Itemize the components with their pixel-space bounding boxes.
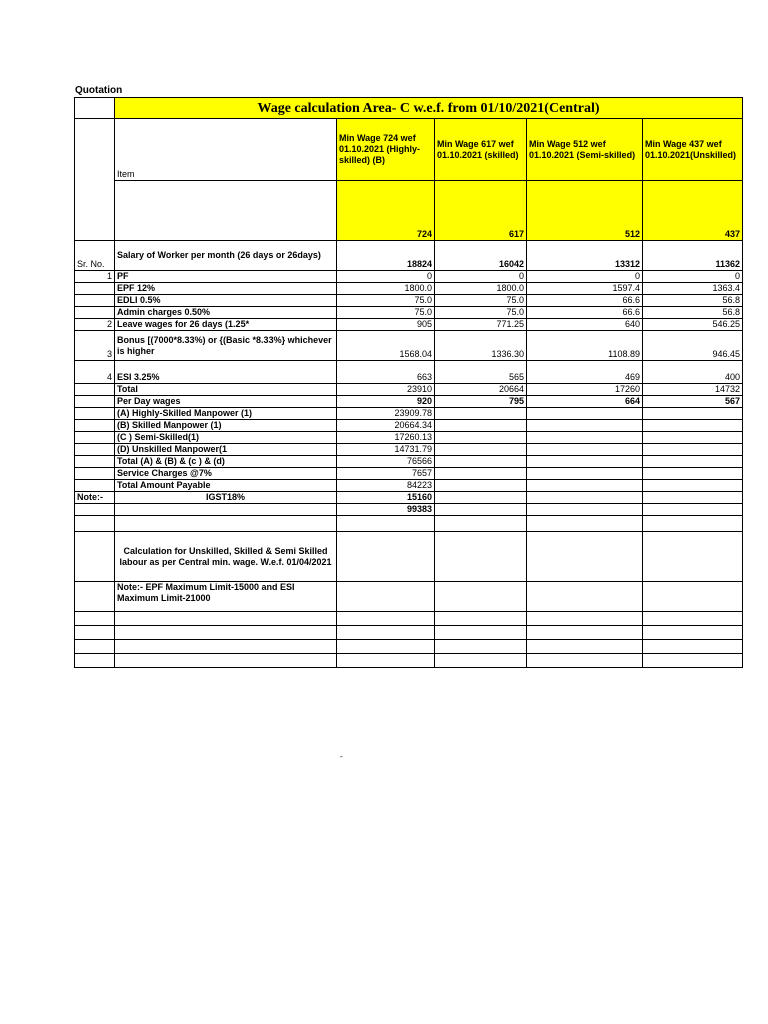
note-label: Note:- bbox=[75, 492, 115, 504]
cell-value: 18824 bbox=[337, 241, 435, 271]
cell-value: 20664.34 bbox=[337, 420, 435, 432]
sr-no: 1 bbox=[75, 271, 115, 283]
cell-value: 76566 bbox=[337, 456, 435, 468]
cell-value: 75.0 bbox=[435, 295, 527, 307]
col-header-semi-skilled: Min Wage 512 wef 01.10.2021 (Semi-skilled) bbox=[527, 119, 643, 181]
cell-value: 17260 bbox=[527, 384, 643, 396]
table-row bbox=[75, 361, 743, 384]
col-header-skilled: Min Wage 617 wef 01.10.2021 (skilled) bbox=[435, 119, 527, 181]
cell-value: 1108.89 bbox=[527, 331, 643, 361]
igst-label: IGST18% bbox=[115, 492, 337, 504]
cell-value: 1800.0 bbox=[337, 283, 435, 295]
row-label: (D) Unskilled Manpower(1 bbox=[115, 444, 337, 456]
cell-value: 946.45 bbox=[643, 331, 743, 361]
cell-value: 905 bbox=[337, 319, 435, 331]
table-row bbox=[75, 532, 743, 582]
sr-no: 2 bbox=[75, 319, 115, 331]
limit-note: Note:- EPF Maximum Limit-15000 and ESI Maximum Limit-21000 bbox=[115, 582, 337, 612]
cell-value: 1568.04 bbox=[337, 331, 435, 361]
cell-value: 1363.4 bbox=[643, 283, 743, 295]
row-label: EDLI 0.5% bbox=[115, 295, 337, 307]
cell-value: 20664 bbox=[435, 384, 527, 396]
row-label: Per Day wages bbox=[115, 396, 337, 408]
cell-value: 546.25 bbox=[643, 319, 743, 331]
quotation-label: Quotation bbox=[75, 85, 123, 96]
cell-value: 14731.79 bbox=[337, 444, 435, 456]
calculation-note: Calculation for Unskilled, Skilled & Semi Skilled labour as per Central min. wage. W.e.f. 01/04/2021 bbox=[115, 532, 337, 582]
table-row bbox=[75, 283, 743, 295]
table-row bbox=[75, 456, 743, 468]
table-row bbox=[75, 480, 743, 492]
rate-skilled: 617 bbox=[435, 181, 527, 241]
table-row bbox=[75, 319, 743, 331]
table-row bbox=[75, 582, 743, 612]
table-title: Wage calculation Area- C w.e.f. from 01/10/2021(Central) bbox=[115, 98, 743, 119]
table-row bbox=[75, 241, 743, 271]
cell-value: 1800.0 bbox=[435, 283, 527, 295]
cell-value: 56.8 bbox=[643, 295, 743, 307]
cell-value: 84223 bbox=[337, 480, 435, 492]
col-header-unskilled: Min Wage 437 wef 01.10.2021(Unskilled) bbox=[643, 119, 743, 181]
cell-value: 75.0 bbox=[337, 307, 435, 319]
row-label: Service Charges @7% bbox=[115, 468, 337, 480]
table-row bbox=[75, 408, 743, 420]
row-label: (B) Skilled Manpower (1) bbox=[115, 420, 337, 432]
cell-value: 23909.78 bbox=[337, 408, 435, 420]
cell-value: 400 bbox=[643, 361, 743, 384]
cell-value: 0 bbox=[643, 271, 743, 283]
table-row bbox=[75, 384, 743, 396]
table-row bbox=[75, 396, 743, 408]
table-row bbox=[75, 307, 743, 319]
cell-value: 795 bbox=[435, 396, 527, 408]
cell-value: 663 bbox=[337, 361, 435, 384]
row-label: Salary of Worker per month (26 days or 26days) bbox=[115, 241, 337, 271]
wage-calculation-table bbox=[74, 97, 743, 668]
cell-value: 0 bbox=[337, 271, 435, 283]
table-row bbox=[75, 444, 743, 456]
cell-value: 1336.30 bbox=[435, 331, 527, 361]
sr-no-header: Sr. No. bbox=[75, 241, 115, 271]
cell-value: 66.6 bbox=[527, 295, 643, 307]
table-row bbox=[75, 271, 743, 283]
cell-value: 7657 bbox=[337, 468, 435, 480]
row-label: Admin charges 0.50% bbox=[115, 307, 337, 319]
sr-no: 4 bbox=[75, 361, 115, 384]
cell-value: 23910 bbox=[337, 384, 435, 396]
table-row bbox=[75, 492, 743, 504]
cell-value: 469 bbox=[527, 361, 643, 384]
rate-semi-skilled: 512 bbox=[527, 181, 643, 241]
cell-value: 16042 bbox=[435, 241, 527, 271]
row-label: Total (A) & (B) & (c ) & (d) bbox=[115, 456, 337, 468]
cell-value: 1597.4 bbox=[527, 283, 643, 295]
row-label: Leave wages for 26 days (1.25* bbox=[115, 319, 337, 331]
cell-value: 0 bbox=[435, 271, 527, 283]
cell-value: 771.25 bbox=[435, 319, 527, 331]
cell-value: 640 bbox=[527, 319, 643, 331]
cell-value: 565 bbox=[435, 361, 527, 384]
table-row bbox=[75, 331, 743, 361]
table-row bbox=[75, 468, 743, 480]
cell-value: 14732 bbox=[643, 384, 743, 396]
row-label: (C ) Semi-Skilled(1) bbox=[115, 432, 337, 444]
cell-value: 13312 bbox=[527, 241, 643, 271]
cell-value: 0 bbox=[527, 271, 643, 283]
cell-value: 11362 bbox=[643, 241, 743, 271]
cell-value: 56.8 bbox=[643, 307, 743, 319]
table-row bbox=[75, 420, 743, 432]
table-row bbox=[75, 432, 743, 444]
row-label: EPF 12% bbox=[115, 283, 337, 295]
row-label: Bonus [(7000*8.33%) or {(Basic *8.33%} whichever is higher bbox=[115, 331, 337, 361]
stray-mark: - bbox=[340, 752, 343, 761]
row-label: Total Amount Payable bbox=[115, 480, 337, 492]
cell-value: 66.6 bbox=[527, 307, 643, 319]
cell-value: 17260.13 bbox=[337, 432, 435, 444]
item-header: Item bbox=[115, 119, 337, 181]
row-label: (A) Highly-Skilled Manpower (1) bbox=[115, 408, 337, 420]
table-row bbox=[75, 504, 743, 516]
cell-value: 75.0 bbox=[435, 307, 527, 319]
igst-value: 15160 bbox=[337, 492, 435, 504]
rate-unskilled: 437 bbox=[643, 181, 743, 241]
col-header-highly-skilled: Min Wage 724 wef 01.10.2021 (Highly-skilled) (B) bbox=[337, 119, 435, 181]
table-row bbox=[75, 295, 743, 307]
grand-total-value: 99383 bbox=[337, 504, 435, 516]
cell-value: 664 bbox=[527, 396, 643, 408]
row-label: ESI 3.25% bbox=[115, 361, 337, 384]
cell-value: 567 bbox=[643, 396, 743, 408]
sr-no: 3 bbox=[75, 331, 115, 361]
cell-value: 75.0 bbox=[337, 295, 435, 307]
rate-highly-skilled: 724 bbox=[337, 181, 435, 241]
row-label: Total bbox=[115, 384, 337, 396]
row-label: PF bbox=[115, 271, 337, 283]
cell-value: 920 bbox=[337, 396, 435, 408]
